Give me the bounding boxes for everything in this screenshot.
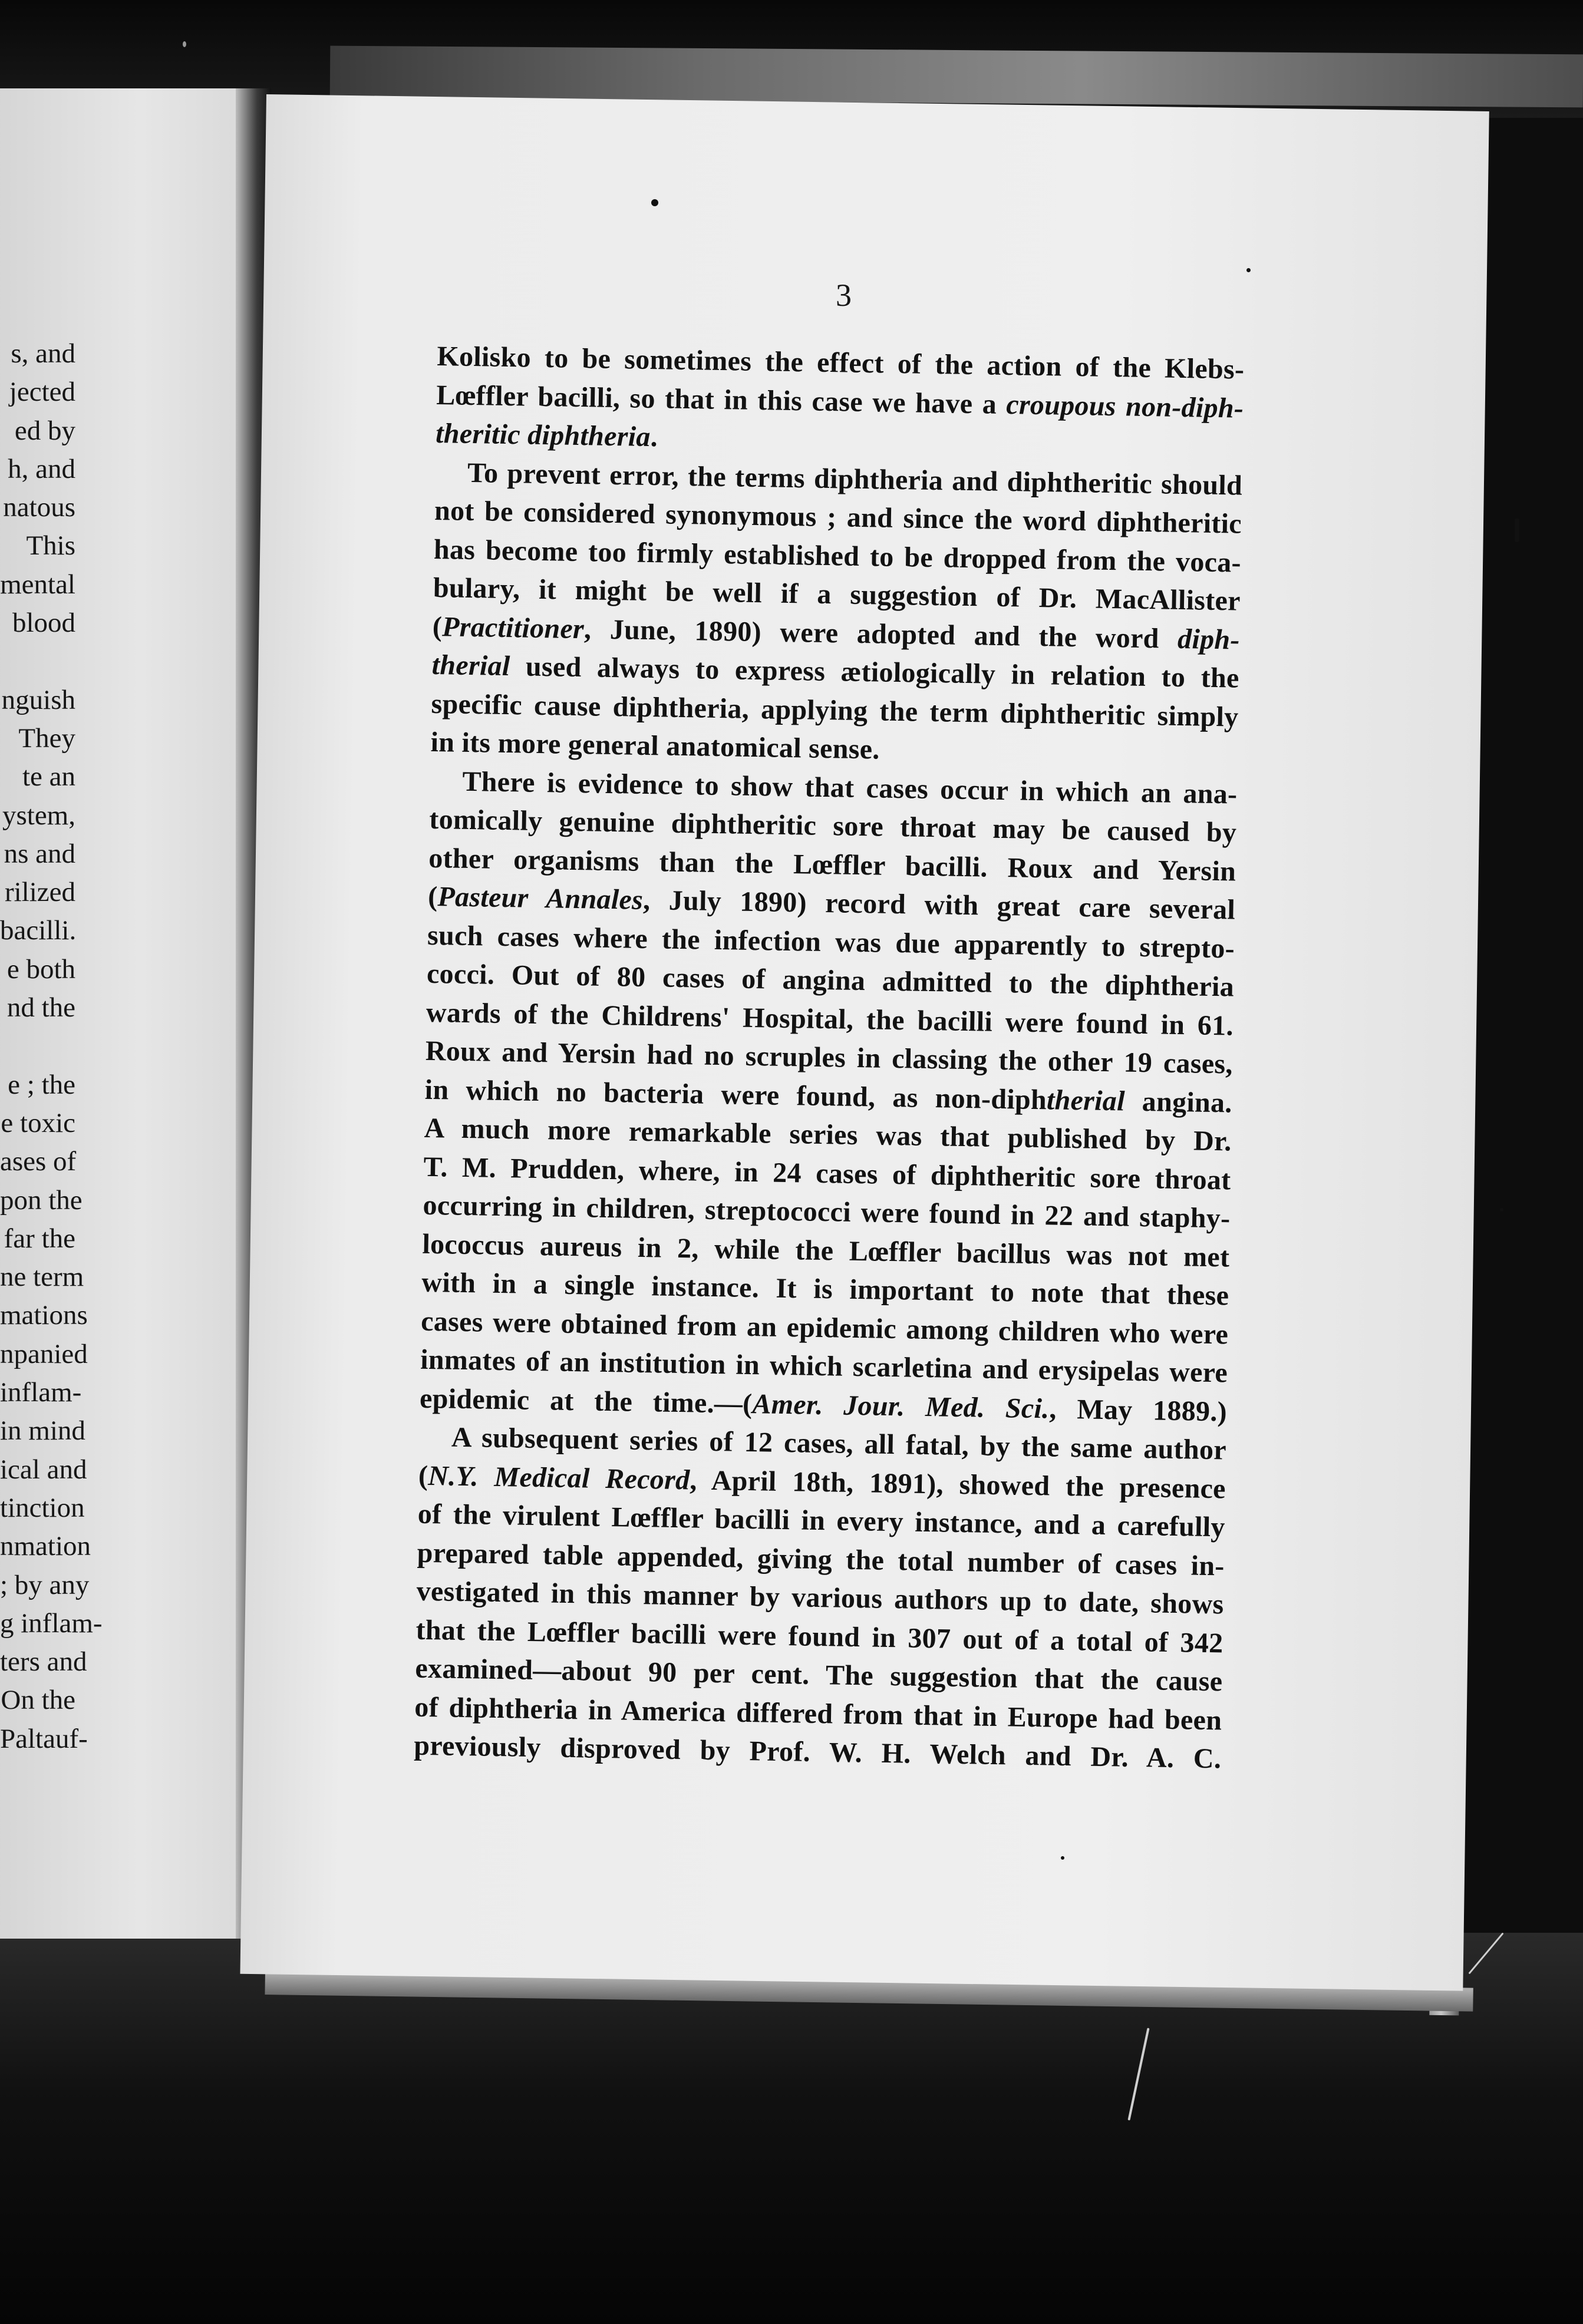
previous-page-fragment: blood [12,608,75,639]
text-line: T. M. Prudden, where, in 24 cases of diphtheritic sore throat [423,1151,1231,1196]
text-line: Lœffler bacilli, so that in this case we have a croupous non-diph- [436,379,1244,424]
text-line: of the virulent Lœffler bacilli in every instance, and a carefully [417,1498,1226,1543]
text-line: not be considered synonymous ; and since the word diphtheritic [434,494,1242,540]
previous-page-fragment: This [26,530,75,562]
previous-page-fragment: in mind [0,1415,85,1447]
previous-page-fragment: On the [1,1685,75,1716]
previous-page-fragment: ases of [0,1146,77,1177]
text-line: There is evidence to show that cases occur in which an ana- [462,765,1238,810]
previous-page-fragment: e toxic [1,1107,75,1138]
scan-speck [1500,1208,1503,1211]
previous-page-fragment: s, and [11,338,75,369]
previous-page-fragment: nguish [1,684,75,715]
previous-page-fragment: mental [0,569,75,600]
previous-page-fragment: ters and [0,1646,87,1678]
text-line: has become too firmly established to be dropped from the voca- [433,533,1242,579]
previous-page-fragment: tinction [0,1492,85,1523]
previous-page-fragment: inflam- [0,1377,82,1408]
text-line: with in a single instance. It is important to note that these [421,1266,1229,1312]
page-number: 3 [836,278,852,313]
page-body-text [414,337,1245,1778]
scan-speck [183,41,186,47]
previous-page-fragment: jected [9,377,75,408]
previous-page-fragment: far the [4,1223,75,1254]
previous-page-fragment: Paltauf- [0,1723,88,1754]
previous-page-fragment: g inflam- [0,1607,103,1639]
previous-page-fragment: h, and [8,453,75,484]
text-line: specific cause diphtheria, applying the term diphtheritic simply [431,688,1239,733]
previous-page-fragment: e ; the [8,1069,75,1100]
text-line: lococcus aureus in 2, while the Lœffler bacillus was not met [422,1228,1230,1273]
text-line: cases were obtained from an epidemic among children who were [420,1305,1229,1350]
text-line: examined—about 90 per cent. The suggestion that the cause [415,1652,1223,1698]
previous-page-fragment: npanied [0,1338,88,1369]
previous-page-fragment: nd the [6,992,75,1024]
text-line: therial used always to express ætiologically in relation to the [431,649,1240,694]
text-line: occurring in children, streptococci were found in 22 and staphy- [423,1189,1231,1234]
previous-page-fragment [0,1027,75,1065]
previous-page-fragment [0,642,75,681]
text-line: bulary, it might be well if a suggestion of Dr. MacAllister [433,572,1241,617]
text-line: cocci. Out of 80 cases of angina admitted to the diphtheria [426,958,1235,1003]
text-line: in which no bacteria were found, as non-diphtherial angina. [424,1074,1233,1119]
text-line: tomically genuine diphtheritic sore throat may be caused by [428,803,1237,849]
text-line: that the Lœffler bacilli were found in 307 out of a total of 342 [415,1614,1223,1659]
text-line: A subsequent series of 12 cases, all fatal, by the same author [451,1421,1227,1466]
previous-page-fragment: e both [6,953,75,985]
text-line: other organisms than the Lœffler bacilli. Roux and Yersin [428,842,1236,887]
text-line: A much more remarkable series was that published by Dr. [424,1112,1232,1157]
previous-page-fragment: They [18,722,75,754]
previous-page-fragment: te an [22,761,75,793]
scan-speck [1061,1856,1064,1860]
previous-page-fragment: ns and [4,838,75,869]
text-line: (Practitioner, June, 1890) were adopted and the word diph- [432,610,1241,656]
previous-page-fragment: natous [3,492,75,523]
text-line: theritic diphtheria. [435,417,658,453]
previous-page-fragment: ystem, [2,800,75,831]
previous-page-fragment: rilized [4,877,75,908]
previous-page-fragment: ed by [14,415,75,446]
scan-speck [1246,268,1251,272]
text-line: wards of the Childrens' Hospital, the bacilli were found in 61. [426,996,1234,1042]
text-line: vestigated in this manner by various authors up to date, shows [416,1575,1224,1620]
text-line: of diphtheria in America differed from that in Europe had been [414,1691,1222,1736]
previous-page-fragment: ; by any [0,1569,90,1600]
previous-page-fragment: bacilli. [0,915,77,946]
text-line: To prevent error, the terms diphtheria and diphtheritic should [467,457,1243,501]
previous-page-fragment: nmation [0,1531,91,1562]
text-line: Roux and Yersin had no scruples in classing the other 19 cases, [425,1035,1234,1080]
text-line: prepared table appended, giving the total number of cases in- [417,1537,1225,1582]
text-line: in its more general anatomical sense. [430,726,880,765]
text-line: such cases where the infection was due apparently to strepto- [427,919,1235,965]
previous-page-text-fragments [0,335,103,1758]
previous-page-fragment: mations [0,1300,88,1331]
text-line: Kolisko to be sometimes the effect of the action of the Klebs- [437,340,1245,385]
previous-page-fragment: ne term [0,1262,84,1293]
text-line: previously disproved by Prof. W. H. Welch and Dr. A. C. [413,1729,1222,1775]
text-line: epidemic at the time.—(Amer. Jour. Med. Sci., May 1889.) [419,1382,1228,1427]
scan-speck [651,199,658,206]
previous-page-fragment: pon the [0,1184,83,1216]
text-line: inmates of an institution in which scarletina and erysipelas were [420,1343,1228,1389]
previous-page-fragment: ical and [0,1454,87,1485]
text-line: (N.Y. Medical Record, April 18th, 1891), showed the presence [418,1460,1226,1504]
text-line: (Pasteur Annales, July 1890) record with great care several [427,880,1236,926]
scan-speck [1515,519,1519,542]
